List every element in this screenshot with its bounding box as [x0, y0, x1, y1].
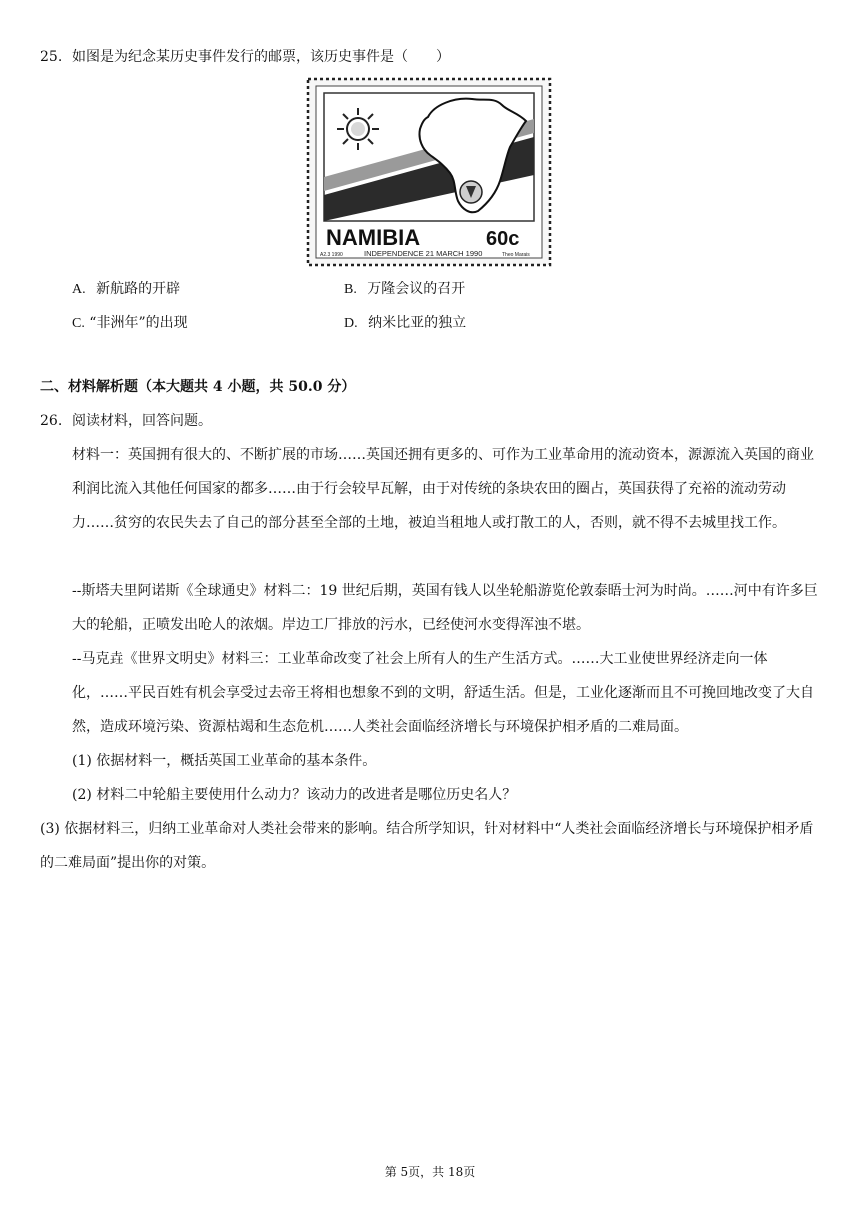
option-letter: B. — [344, 282, 357, 297]
stamp-designer: Theo Marais — [502, 252, 530, 258]
stamp-inscription: INDEPENDENCE 21 MARCH 1990 — [364, 249, 483, 258]
option-text: 新航路的开辟 — [96, 281, 181, 297]
q25-option-d[interactable] — [344, 313, 466, 334]
option-text: “非洲年”的出现 — [89, 315, 188, 331]
q25-option-a[interactable] — [72, 279, 180, 300]
q25-option-b[interactable] — [344, 279, 465, 300]
q26-material-3: --马克垚《世界文明史》材料三：工业革命改变了社会上所有人的生产生活方式。……大工业使世界经济走向一体化，……平民百姓有机会享受过去帝王将相也想象不到的文明，舒适生活。但是，工业化逐渐而且不可挽回地改变了大自然，造成环境污染、资源枯竭和生态危机……人类社会面临经济增长与环境保护相矛盾的二难局面。 — [72, 651, 814, 735]
option-letter: C. — [72, 316, 85, 331]
namibia-stamp-image — [306, 77, 552, 267]
option-letter: A. — [72, 282, 86, 297]
option-text: 纳米比亚的独立 — [368, 315, 467, 331]
section-heading: 二、材料解析题（本大题共 4 小题，共 50.0 分） — [40, 379, 356, 395]
stamp-value: 60c — [486, 228, 520, 250]
stamp-country: NAMIBIA — [326, 225, 421, 250]
stamp-date-code: A2.3 1990 — [320, 252, 343, 258]
option-letter: D. — [344, 316, 358, 331]
q26-subquestion-2: (2) 材料二中轮船主要使用什么动力？该动力的改进者是哪位历史名人？ — [72, 787, 517, 803]
page-number: 第 5页，共 18页 — [384, 1165, 476, 1179]
option-text: 万隆会议的召开 — [367, 281, 466, 297]
q26-subquestion-3: (3) 依据材料三，归纳工业革命对人类社会带来的影响。结合所学知识，针对材料中“人类社会面临经济增长与环境保护相矛盾的二难局面”提出你的对策。 — [40, 821, 814, 871]
q26-stem: 阅读材料，回答问题。 — [72, 413, 212, 429]
q25-stem: 如图是为纪念某历史事件发行的邮票，该历史事件是（ ） — [72, 49, 450, 65]
q26-number: 26. — [40, 413, 63, 429]
sun-icon — [337, 108, 379, 150]
q26-material-1: 材料一：英国拥有很大的、不断扩展的市场……英国还拥有更多的、可作为工业革命用的流动资本，源源流入英国的商业利润比流入其他任何国家的都多……由于行会较早瓦解，由于对传统的条块农田的圈占，英国获得了充裕的流动劳动力……贫穷的农民失去了自己的部分甚至全部的土地，被迫当租地人或打散工的人，否则，就不得不去城里找工作。 — [72, 447, 814, 531]
q25-option-c[interactable] — [72, 313, 188, 334]
q26-subquestion-1: (1) 依据材料一，概括英国工业革命的基本条件。 — [72, 753, 377, 769]
namibia-marker-icon — [460, 181, 482, 203]
q26-material-2: --斯塔夫里阿诺斯《全球通史》材料二：19 世纪后期，英国有钱人以坐轮船游览伦敦泰晤士河为时尚。……河中有许多巨大的轮船，正喷发出呛人的浓烟。岸边工厂排放的污水，已经使河水变得浑浊不堪。 — [72, 583, 818, 633]
q25-number: 25. — [40, 49, 63, 65]
